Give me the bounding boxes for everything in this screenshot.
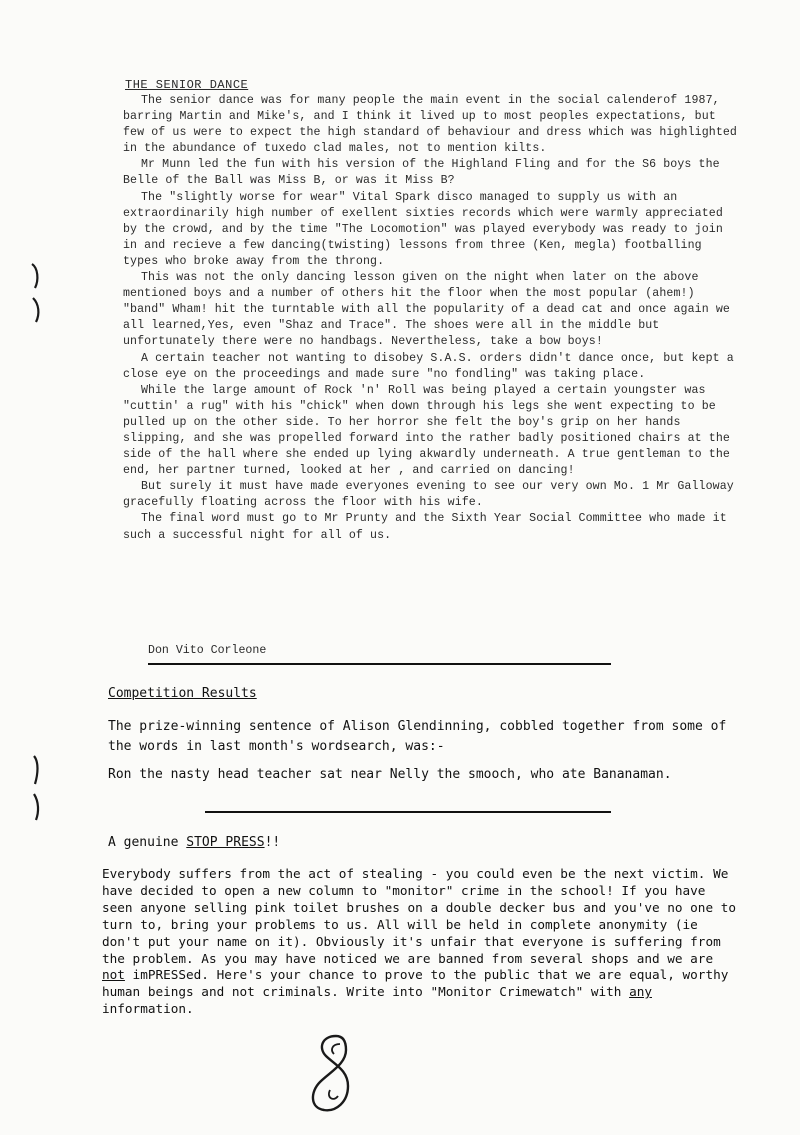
stop-press-suffix: !! bbox=[264, 835, 281, 850]
article-paragraph: A certain teacher not wanting to disobey S.A.S. orders didn't dance once, but kept a close eye on the proceedings and made sure "no fondling" was taking place. bbox=[123, 351, 734, 381]
competition-intro: The prize-winning sentence of Alison Glendinning, cobbled together from some of the words in last month's wordsearch, was:- bbox=[108, 719, 727, 754]
stop-press-text: Everybody suffers from the act of stealing - you could even be the next victim. We have decided to open a new column to "monitor" crime in the school! If you have seen anyone selling pink toilet brushes on a double decker bus and you've no one to turn to, bring your problems to us. All will be held in complete anonymity (ie don't put your name on it). Obviously it's unfair that everyone is suffering from the problem. As you may have noticed we are banned from several shops and we are bbox=[102, 866, 736, 966]
article-paragraph: While the large amount of Rock 'n' Roll was being played a certain youngster was "cuttin' a rug" with his "chick" when down through his legs she went expecting to be pulled up on the other side. To her horror she felt the boy's grip on her hands slipping, and she was propelled forward into the rather badly positioned chairs at the side of the hall where she ended up lying akwardly underneath. A true gentleman to the end, her partner turned, looked at her , and carried on dancing! bbox=[123, 383, 730, 478]
senior-dance-article bbox=[123, 93, 738, 544]
stop-press-text: imPRESSed. Here's your chance to prove to the public that we are equal, worthy human beings and not criminals. Write into "Monitor Crimewatch" with bbox=[102, 967, 729, 1000]
article-signature: Don Vito Corleone bbox=[148, 644, 267, 657]
article-paragraph: The senior dance was for many people the main event in the social calenderof 1987, barring Martin and Mike's, and I think it lived up to most peoples expectations, but few of us were to expect the high standard of behaviour and dress which was highlighted in the abundance of tuxedo clad males, not to mention kilts. bbox=[123, 94, 737, 156]
competition-sentence: Ron the nasty head teacher sat near Nelly the smooch, who ate Bananaman. bbox=[108, 767, 672, 782]
article-paragraph: This was not the only dancing lesson given on the night when later on the above mentioned boys and a number of others hit the floor when the most popular (ahem!) "band" Wham! hit the turntable with all the popularity of a dead cat and once again we all learned,Yes, even "Shaz and Trace". The shoes were all in the middle but unfortunately there were no handbags. Nevertheless, take a bow boys! bbox=[123, 271, 730, 349]
stop-press-text: information. bbox=[102, 1001, 194, 1017]
senior-dance-title: THE SENIOR DANCE bbox=[125, 78, 249, 92]
section-divider bbox=[148, 663, 611, 665]
article-paragraph: But surely it must have made everyones evening to see our very own Mo. 1 Mr Galloway gracefully floating across the floor with his wife. bbox=[123, 480, 734, 510]
stop-press-emphasis: any bbox=[629, 984, 652, 1000]
binding-mark-top bbox=[28, 262, 44, 324]
article-paragraph: The final word must go to Mr Prunty and the Sixth Year Social Committee who made it such a successful night for all of us. bbox=[123, 512, 727, 542]
section-divider bbox=[205, 811, 611, 813]
article-paragraph: The "slightly worse for wear" Vital Spark disco managed to supply us with an extraordinarily high number of exellent sixties records which were warmly appreciated by the crowd, and by the time "The Locomotion" was played everybody was ready to join in and recieve a few dancing(twisting) lessons from three (Ken, megla) footballing types who broke away from the throng. bbox=[123, 190, 723, 268]
handwritten-page-number bbox=[300, 1030, 370, 1120]
competition-title: Competition Results bbox=[108, 686, 257, 701]
stop-press-emphasis: not bbox=[102, 967, 125, 983]
article-paragraph: Mr Munn led the fun with his version of the Highland Fling and for the S6 boys the Belle of the Ball was Miss B, or was it Miss B? bbox=[123, 158, 720, 188]
stop-press-prefix: A genuine bbox=[108, 835, 187, 850]
stop-press-keyword: STOP PRESS bbox=[186, 835, 265, 850]
stop-press-body bbox=[102, 866, 742, 1018]
binding-mark-bottom bbox=[28, 754, 44, 822]
stop-press-heading bbox=[108, 835, 280, 850]
